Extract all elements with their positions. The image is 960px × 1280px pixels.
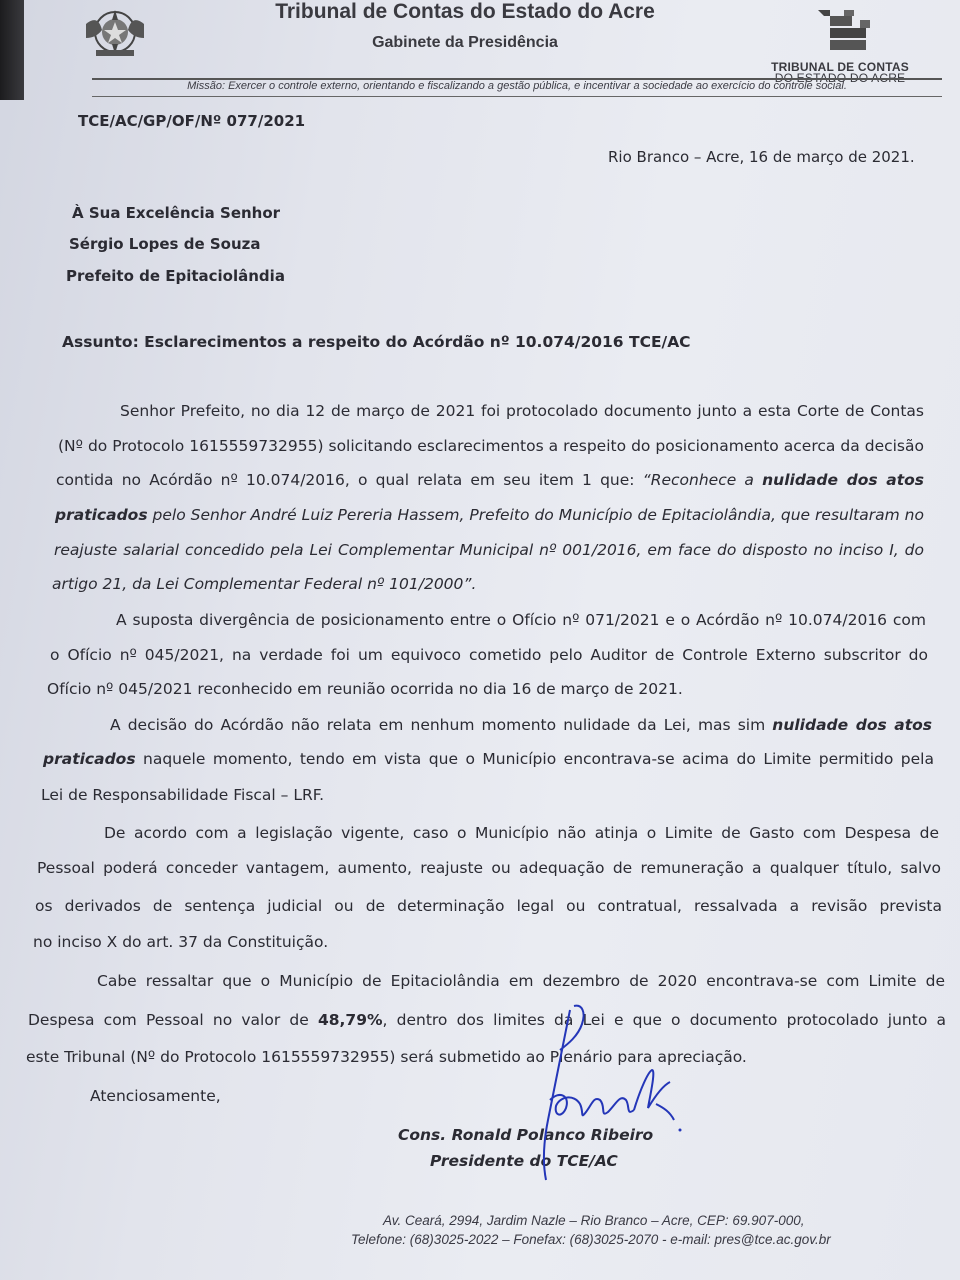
mission-statement: Missão: Exercer o controle externo, orientando e fiscalizando a gestão pública, e incentivar a sociedade ao exercício do controle social. (187, 80, 847, 92)
recipient-role: Prefeito de Epitaciolândia (66, 267, 285, 285)
p2-line-1: A suposta divergência de posicionamento entre o Ofício nº 071/2021 e o Acórdão nº 10.074/2016 com (116, 611, 926, 629)
institution-title: Tribunal de Contas do Estado do Acre (275, 0, 655, 23)
p5-line-2-text-b: , dentro dos limites da Lei e que o documento protocolado junto a (382, 1011, 946, 1029)
p3-line-3: Lei de Responsabilidade Fiscal – LRF. (41, 786, 325, 804)
p1-quote-start: “Reconhece a (642, 471, 763, 489)
p1-line-2: (Nº do Protocolo 1615559732955) solicitando esclarecimentos a respeito do posicionamento acerca da decisão (58, 437, 924, 455)
footer-address: Av. Ceará, 2994, Jardim Nazle – Rio Branco – Acre, CEP: 69.907-000, (383, 1213, 805, 1228)
p2-line-3: Ofício nº 045/2021 reconhecido em reunião ocorrida no dia 16 de março de 2021. (47, 680, 683, 698)
letter-reference: TCE/AC/GP/OF/Nº 077/2021 (78, 112, 306, 130)
page-edge-shadow (0, 0, 24, 100)
p1-line-3 (56, 471, 924, 489)
p2-line-2: o Ofício nº 045/2021, na verdade foi um equivoco cometido pelo Auditor de Controle Externo subscritor do (50, 646, 928, 664)
p1-line-6: artigo 21, da Lei Complementar Federal nº 101/2000”. (52, 575, 477, 593)
p4-line-2: Pessoal poderá conceder vantagem, aumento, reajuste ou adequação de remuneração a qualquer título, salvo (37, 859, 941, 877)
p3-line-1 (110, 716, 932, 734)
coat-of-arms-icon (82, 4, 148, 60)
tce-logo-icon (808, 6, 878, 60)
signature (530, 1000, 690, 1190)
p3-line-1-text: A decisão do Acórdão não relata em nenhum momento nulidade da Lei, mas sim (110, 716, 773, 734)
p3-line-2 (43, 750, 934, 768)
p3-emphasis-1: nulidade dos atos (772, 716, 932, 734)
recipient-salutation: À Sua Excelência Senhor (72, 204, 281, 222)
logo-caption-line1: TRIBUNAL DE CONTAS (771, 60, 909, 74)
p5-line-2-text-a: Despesa com Pessoal no valor de (28, 1011, 318, 1029)
p5-percentage: 48,79% (317, 1011, 383, 1029)
office-subtitle: Gabinete da Presidência (372, 34, 558, 51)
footer-contact: Telefone: (68)3025-2022 – Fonefax: (68)3025-2070 - e-mail: pres@tce.ac.gov.br (351, 1232, 831, 1247)
p1-line-4 (55, 506, 924, 524)
p1-line-3-text: contida no Acórdão nº 10.074/2016, o qual relata em seu item 1 que: (56, 471, 643, 489)
header-rule-bottom (92, 96, 942, 97)
p1-emphasis-2: praticados (55, 506, 148, 524)
place-date: Rio Branco – Acre, 16 de março de 2021. (608, 148, 915, 166)
p1-line-5: reajuste salarial concedido pela Lei Complementar Municipal nº 001/2016, em face do disposto no inciso I, do (54, 541, 924, 559)
p1-line-1: Senhor Prefeito, no dia 12 de março de 2021 foi protocolado documento junto a esta Corte de Contas (120, 402, 924, 420)
p1-line-4-text: pelo Senhor André Luiz Pereria Hassem, Prefeito do Município de Epitaciolândia, que resultaram no (147, 506, 924, 524)
p5-line-3: este Tribunal (Nº do Protocolo 1615559732955) será submetido ao Plenário para apreciação. (26, 1048, 747, 1066)
p3-emphasis-2: praticados (43, 750, 136, 768)
p4-line-1: De acordo com a legislação vigente, caso o Município não atinja o Limite de Gasto com Despesa de (104, 824, 939, 842)
p4-line-4: no inciso X do art. 37 da Constituição. (33, 933, 329, 951)
closing: Atenciosamente, (90, 1087, 221, 1105)
signer-title: Presidente do TCE/AC (430, 1152, 618, 1170)
p5-line-2 (28, 1011, 946, 1029)
p4-line-3: os derivados de sentença judicial ou de determinação legal ou contratual, ressalvada a revisão prevista (35, 897, 942, 915)
signer-name: Cons. Ronald Polanco Ribeiro (398, 1126, 654, 1144)
p3-line-2-text: naquele momento, tendo em vista que o Município encontrava-se acima do Limite permitido pela (135, 750, 934, 768)
p5-line-1: Cabe ressaltar que o Município de Epitaciolândia em dezembro de 2020 encontrava-se com Limite de (97, 972, 945, 990)
recipient-name: Sérgio Lopes de Souza (69, 235, 261, 253)
p1-emphasis-1: nulidade dos atos (762, 471, 924, 489)
letter-subject: Assunto: Esclarecimentos a respeito do Acórdão nº 10.074/2016 TCE/AC (62, 333, 691, 351)
